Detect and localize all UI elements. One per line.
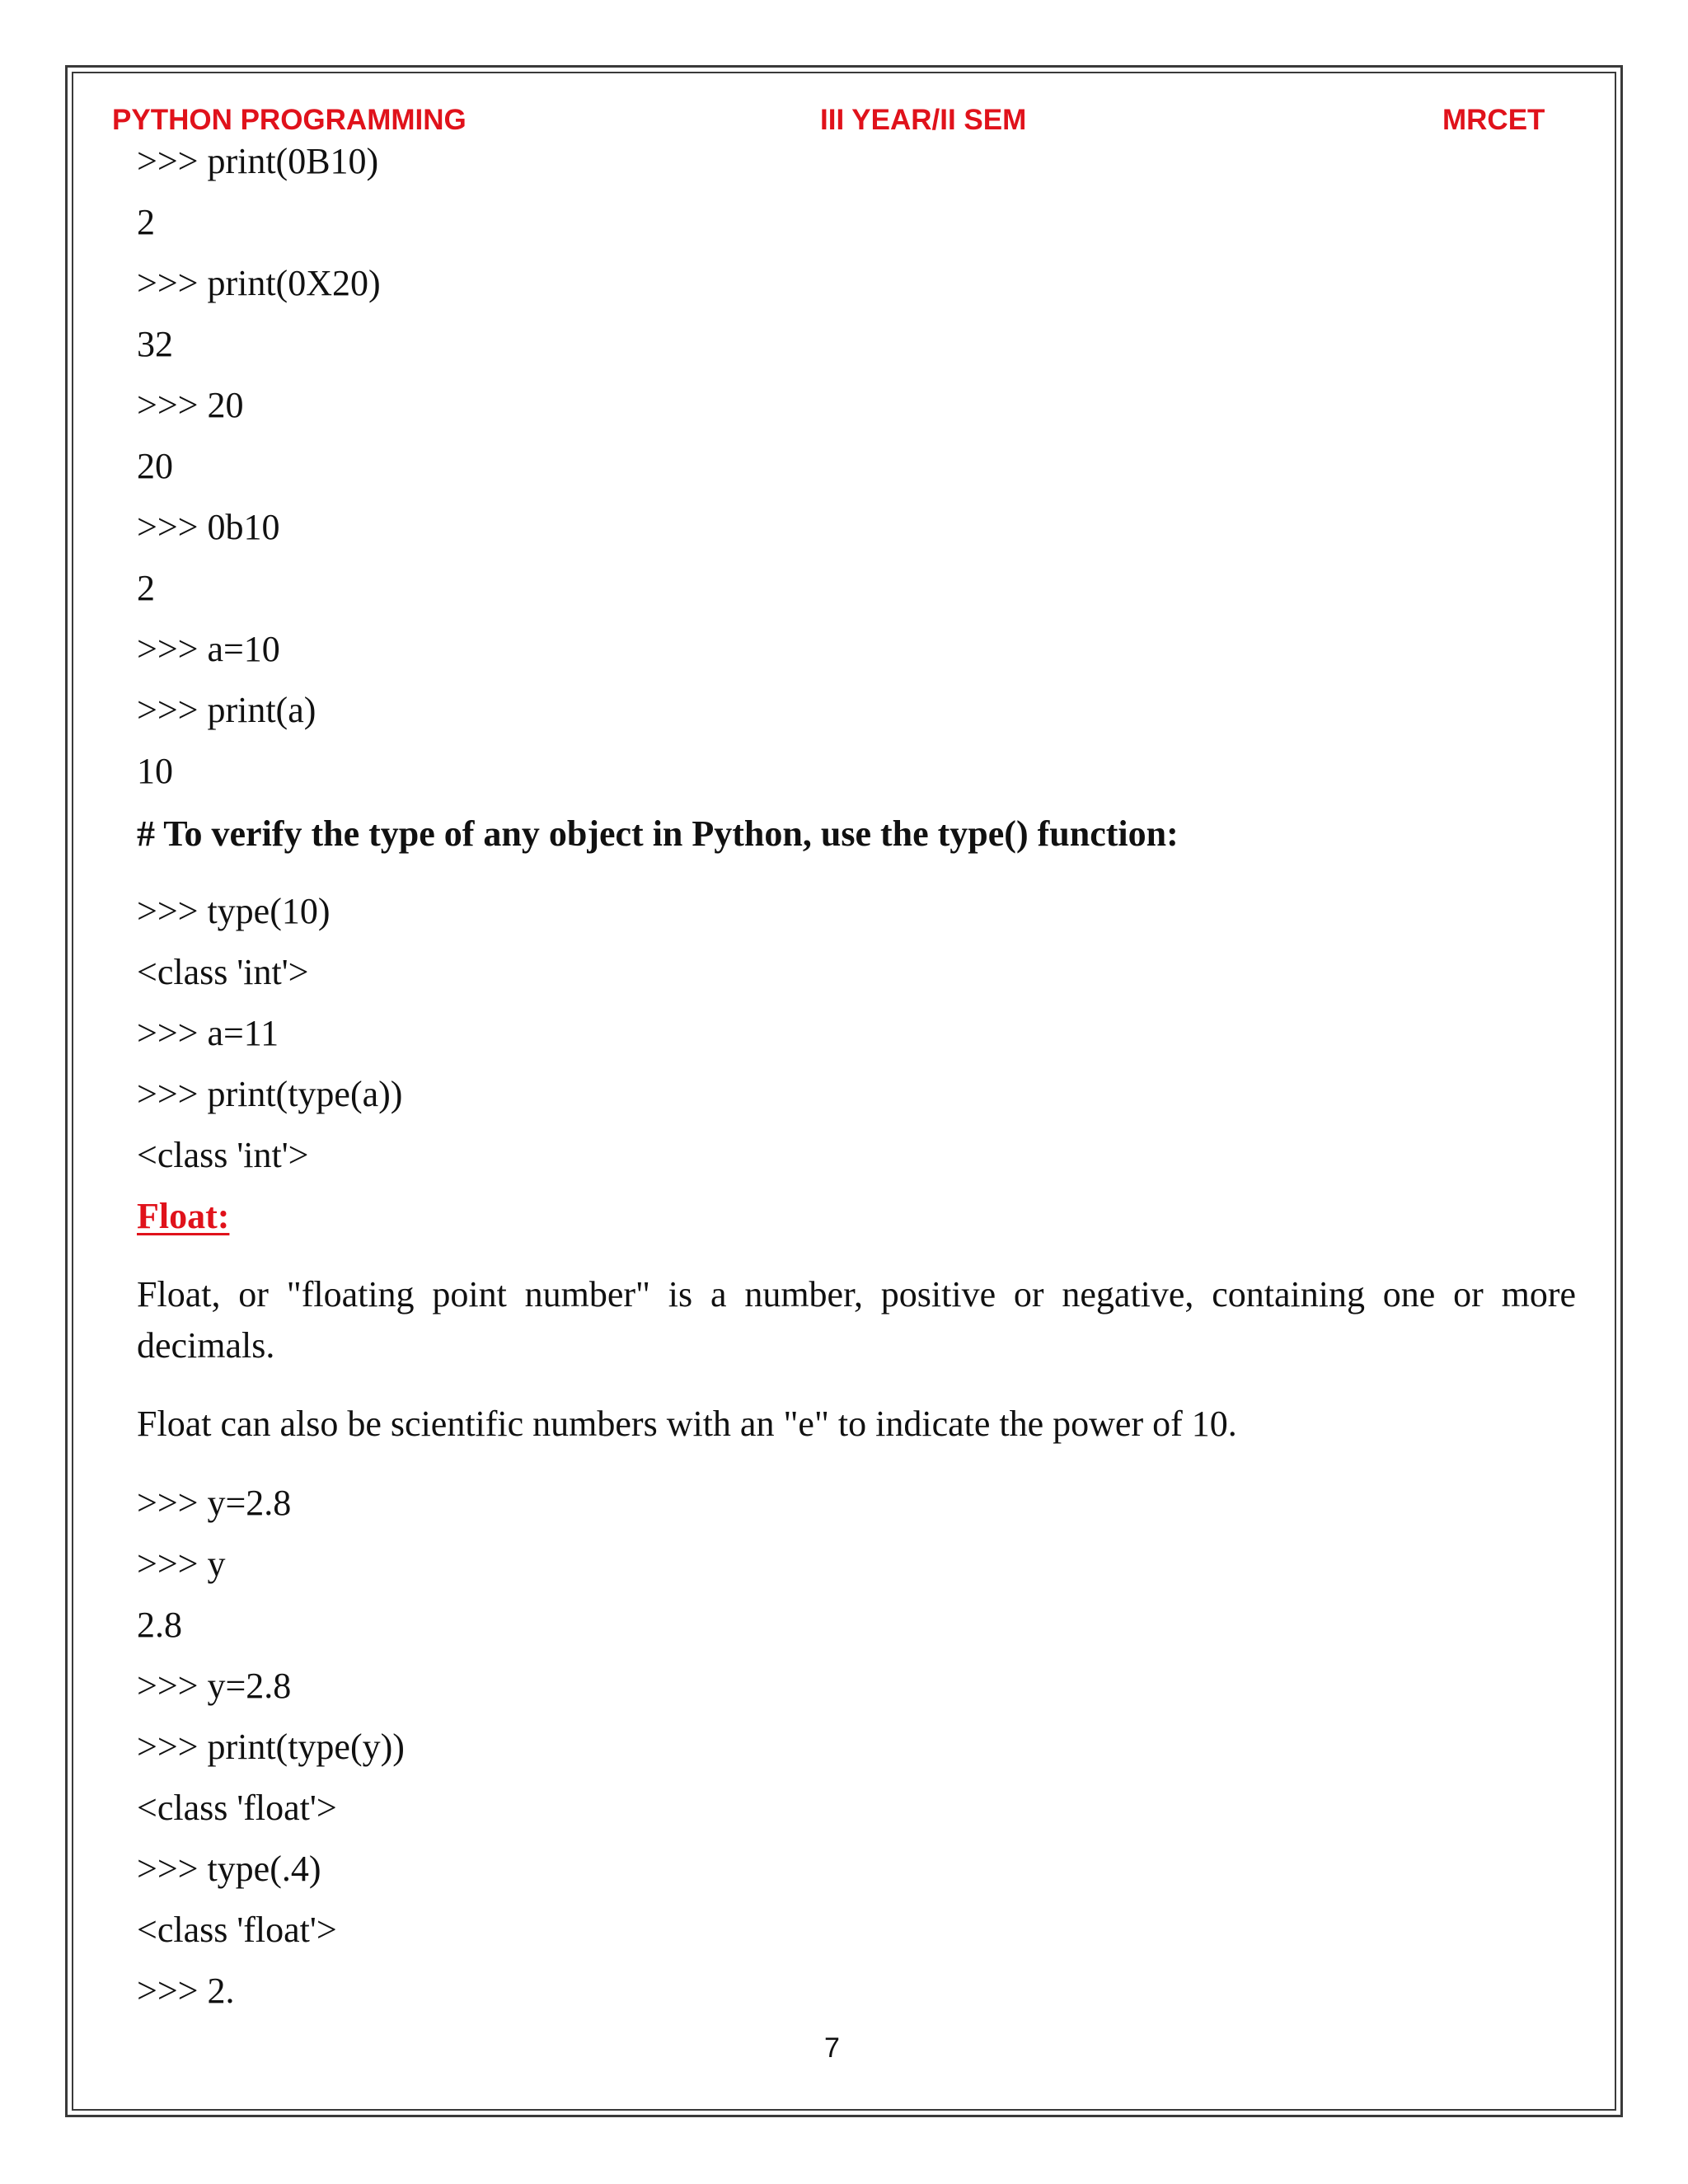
code-line: 32 [137,324,173,364]
code-line: >>> a=11 [137,1013,279,1053]
code-line: <class 'float'> [137,1910,337,1950]
header-institution: MRCET [1442,104,1545,136]
code-line: >>> 2. [137,1971,235,2011]
code-line: >>> type(10) [137,891,331,931]
code-line: >>> y [137,1544,226,1584]
code-line: <class 'float'> [137,1788,337,1828]
header-course-title: PYTHON PROGRAMMING [112,104,467,136]
code-line: >>> a=10 [137,629,280,669]
code-line: >>> 20 [137,385,244,425]
float-description-paragraph: Float, or "floating point number" is a number, positive or negative, containing one or more decimals. [137,1274,1576,1366]
code-line: >>> print(type(a)) [137,1074,403,1114]
code-line: >>> print(0X20) [137,263,381,303]
page-number: 7 [824,2032,840,2064]
code-line: >>> y=2.8 [137,1483,292,1523]
code-line: >>> y=2.8 [137,1666,292,1706]
code-line: >>> type(.4) [137,1849,321,1889]
header-year-semester: III YEAR/II SEM [820,104,1027,136]
code-line: >>> print(0B10) [137,141,379,181]
code-line: 2.8 [137,1605,182,1645]
code-line: 2 [137,568,155,608]
float-scientific-paragraph: Float can also be scientific numbers with an "e" to indicate the power of 10. [137,1404,1237,1444]
code-line: >>> 0b10 [137,507,280,547]
comment-heading: # To verify the type of any object in Python, use the type() function: [137,813,1179,854]
code-line: 10 [137,751,173,791]
code-line: >>> print(type(y)) [137,1727,405,1767]
section-heading-float: Float: [137,1196,230,1236]
code-line: 20 [137,446,173,486]
code-line: >>> print(a) [137,690,316,730]
code-line: 2 [137,202,155,242]
code-line: <class 'int'> [137,1135,309,1175]
code-line: <class 'int'> [137,952,309,992]
